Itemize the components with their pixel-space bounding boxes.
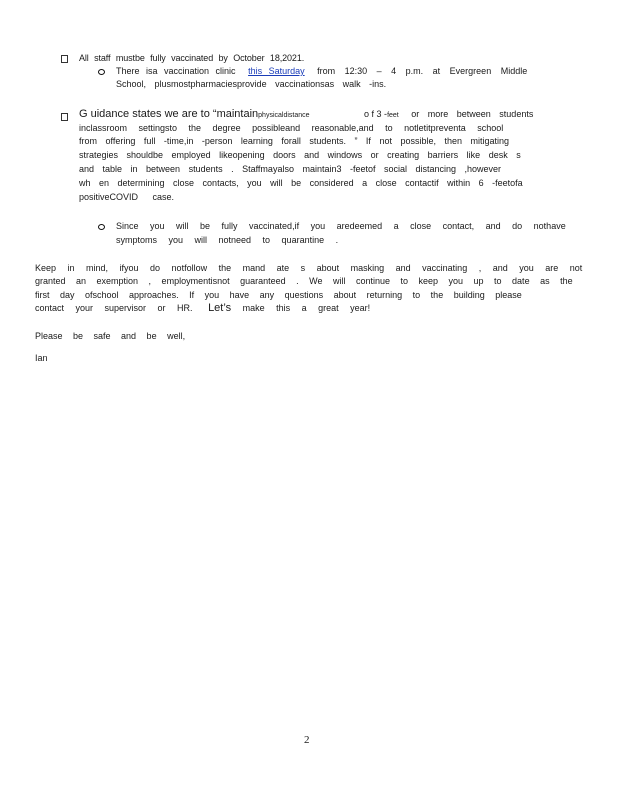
bullet-vaccination-deadline: All staff mustbe fully vaccinated by October 18,2021.	[79, 53, 305, 63]
close-contact-line-2: symptoms you will notneed to quarantine .	[116, 235, 339, 245]
guidance-line-1-end: or more between students	[411, 109, 534, 119]
guidance-line-1	[79, 108, 533, 122]
guidance-line-7: positiveCOVID case.	[79, 192, 175, 202]
square-bullet-icon	[61, 55, 68, 63]
physical-distance-text: physicaldistance	[258, 112, 310, 119]
contact-text: contact your supervisor or HR.	[35, 303, 193, 313]
guidance-line-5: and table in between students . Staffmayalso maintain3 -feetof social distancing ,however	[79, 164, 502, 174]
close-contact-line-1: Since you will be fully vaccinated,if you aredeemed a close contact, and do nothave	[116, 221, 566, 231]
circle-bullet-icon	[98, 224, 105, 230]
page-number: 2	[304, 734, 310, 746]
square-bullet-icon	[61, 113, 68, 121]
feet-text: feet	[387, 112, 399, 119]
great-year-text: make this a great year!	[242, 303, 371, 313]
this-saturday-link[interactable]: this Saturday	[248, 66, 305, 76]
guidance-line-3: from offering full -time,in -person learning forall students. ” If not possible, then mitigating	[79, 136, 510, 146]
paragraph-line-2: granted an exemption , employmentisnot guaranteed . We will continue to keep you up to date as the	[35, 276, 573, 286]
guidance-quote-start: G uidance states we are to “maintain	[79, 108, 259, 120]
guidance-line-2: inclassroom settingsto the degree possibleand reasonable,and to notletitpreventa school	[79, 123, 504, 133]
clinic-text-pre: There isa vaccination clinic	[116, 66, 236, 76]
sub-bullet-clinic-line-2: School, plusmostpharmaciesprovide vaccinationsas walk -ins.	[116, 79, 387, 89]
guidance-line-4: strategies shouldbe employed likeopening doors and windows or creating barriers like desk s	[79, 150, 521, 160]
guidance-line-6: wh en determining close contacts, you will be considered a close contactif within 6 -feetofa	[79, 178, 523, 188]
distance-text: o f 3 -	[364, 109, 388, 119]
lets-text: Let’s	[208, 302, 232, 314]
paragraph-line-1: Keep in mind, ifyou do notfollow the mand ate s about masking and vaccinating , and you are not	[35, 263, 583, 273]
paragraph-line-3: first day ofschool approaches. If you have any questions about returning to the building please	[35, 290, 522, 300]
circle-bullet-icon	[98, 69, 105, 75]
sub-bullet-clinic-line-1	[116, 65, 527, 78]
closing-line: Please be safe and be well,	[35, 331, 186, 341]
clinic-text-post: from 12:30 – 4 p.m. at Evergreen Middle	[317, 66, 528, 76]
signature: Ian	[35, 353, 48, 363]
paragraph-line-4	[35, 302, 370, 315]
